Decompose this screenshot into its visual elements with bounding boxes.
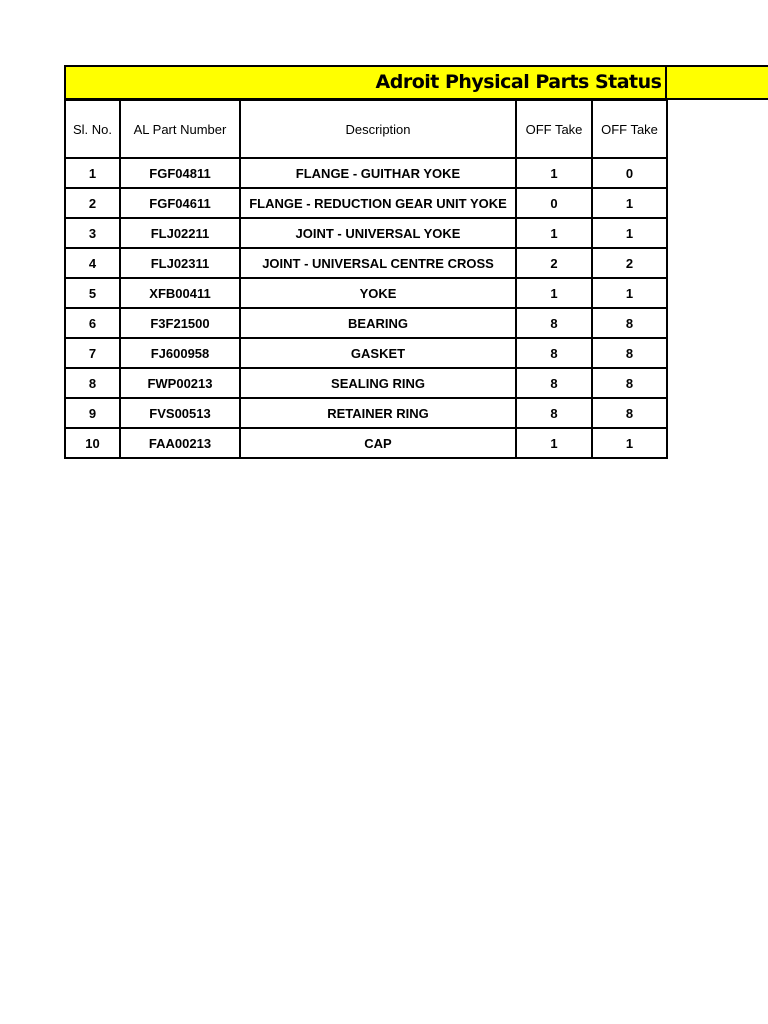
cell-description: FLANGE - REDUCTION GEAR UNIT YOKE	[240, 188, 516, 218]
cell-sl-no: 9	[65, 398, 120, 428]
cell-off-take-1: 8	[516, 308, 592, 338]
cell-sl-no: 5	[65, 278, 120, 308]
column-header-part-number: AL Part Number	[120, 100, 240, 158]
cell-description: FLANGE - GUITHAR YOKE	[240, 158, 516, 188]
column-header-off-take-2: OFF Take	[592, 100, 667, 158]
cell-part-number: FGF04811	[120, 158, 240, 188]
table-row	[65, 158, 667, 188]
cell-part-number: FJ600958	[120, 338, 240, 368]
cell-part-number: FGF04611	[120, 188, 240, 218]
cell-description: GASKET	[240, 338, 516, 368]
column-header-description: Description	[240, 100, 516, 158]
cell-sl-no: 6	[65, 308, 120, 338]
cell-off-take-1: 1	[516, 158, 592, 188]
cell-off-take-2: 1	[592, 218, 667, 248]
cell-off-take-2: 8	[592, 308, 667, 338]
cell-description: CAP	[240, 428, 516, 458]
table-row	[65, 218, 667, 248]
cell-off-take-2: 1	[592, 188, 667, 218]
cell-sl-no: 7	[65, 338, 120, 368]
cell-off-take-2: 1	[592, 428, 667, 458]
cell-sl-no: 4	[65, 248, 120, 278]
column-header-off-take-1: OFF Take	[516, 100, 592, 158]
cell-part-number: XFB00411	[120, 278, 240, 308]
cell-description: BEARING	[240, 308, 516, 338]
table-row	[65, 398, 667, 428]
cell-off-take-1: 1	[516, 218, 592, 248]
table-row	[65, 308, 667, 338]
cell-part-number: FVS00513	[120, 398, 240, 428]
cell-sl-no: 1	[65, 158, 120, 188]
table-row	[65, 368, 667, 398]
cell-off-take-1: 2	[516, 248, 592, 278]
cell-description: YOKE	[240, 278, 516, 308]
cell-description: JOINT - UNIVERSAL CENTRE CROSS	[240, 248, 516, 278]
cell-part-number: F3F21500	[120, 308, 240, 338]
table-row	[65, 188, 667, 218]
page-title: Adroit Physical Parts Status	[375, 71, 662, 93]
cell-part-number: FLJ02311	[120, 248, 240, 278]
cell-part-number: FLJ02211	[120, 218, 240, 248]
table-row	[65, 248, 667, 278]
cell-part-number: FAA00213	[120, 428, 240, 458]
title-banner	[64, 65, 768, 100]
cell-off-take-2: 2	[592, 248, 667, 278]
table-row	[65, 338, 667, 368]
cell-description: JOINT - UNIVERSAL YOKE	[240, 218, 516, 248]
cell-off-take-1: 8	[516, 338, 592, 368]
table-row	[65, 278, 667, 308]
cell-description: SEALING RING	[240, 368, 516, 398]
cell-off-take-1: 1	[516, 428, 592, 458]
cell-sl-no: 8	[65, 368, 120, 398]
cell-off-take-2: 0	[592, 158, 667, 188]
cell-off-take-1: 8	[516, 398, 592, 428]
cell-off-take-2: 8	[592, 398, 667, 428]
table-row	[65, 428, 667, 458]
cell-off-take-2: 1	[592, 278, 667, 308]
cell-off-take-1: 1	[516, 278, 592, 308]
cell-sl-no: 10	[65, 428, 120, 458]
cell-part-number: FWP00213	[120, 368, 240, 398]
parts-status-table	[64, 99, 668, 459]
column-header-sl-no: Sl. No.	[65, 100, 120, 158]
table-header-row	[65, 100, 667, 158]
cell-off-take-1: 0	[516, 188, 592, 218]
cell-sl-no: 3	[65, 218, 120, 248]
cell-off-take-2: 8	[592, 368, 667, 398]
cell-off-take-2: 8	[592, 338, 667, 368]
cell-sl-no: 2	[65, 188, 120, 218]
title-divider	[665, 65, 667, 100]
cell-description: RETAINER RING	[240, 398, 516, 428]
cell-off-take-1: 8	[516, 368, 592, 398]
